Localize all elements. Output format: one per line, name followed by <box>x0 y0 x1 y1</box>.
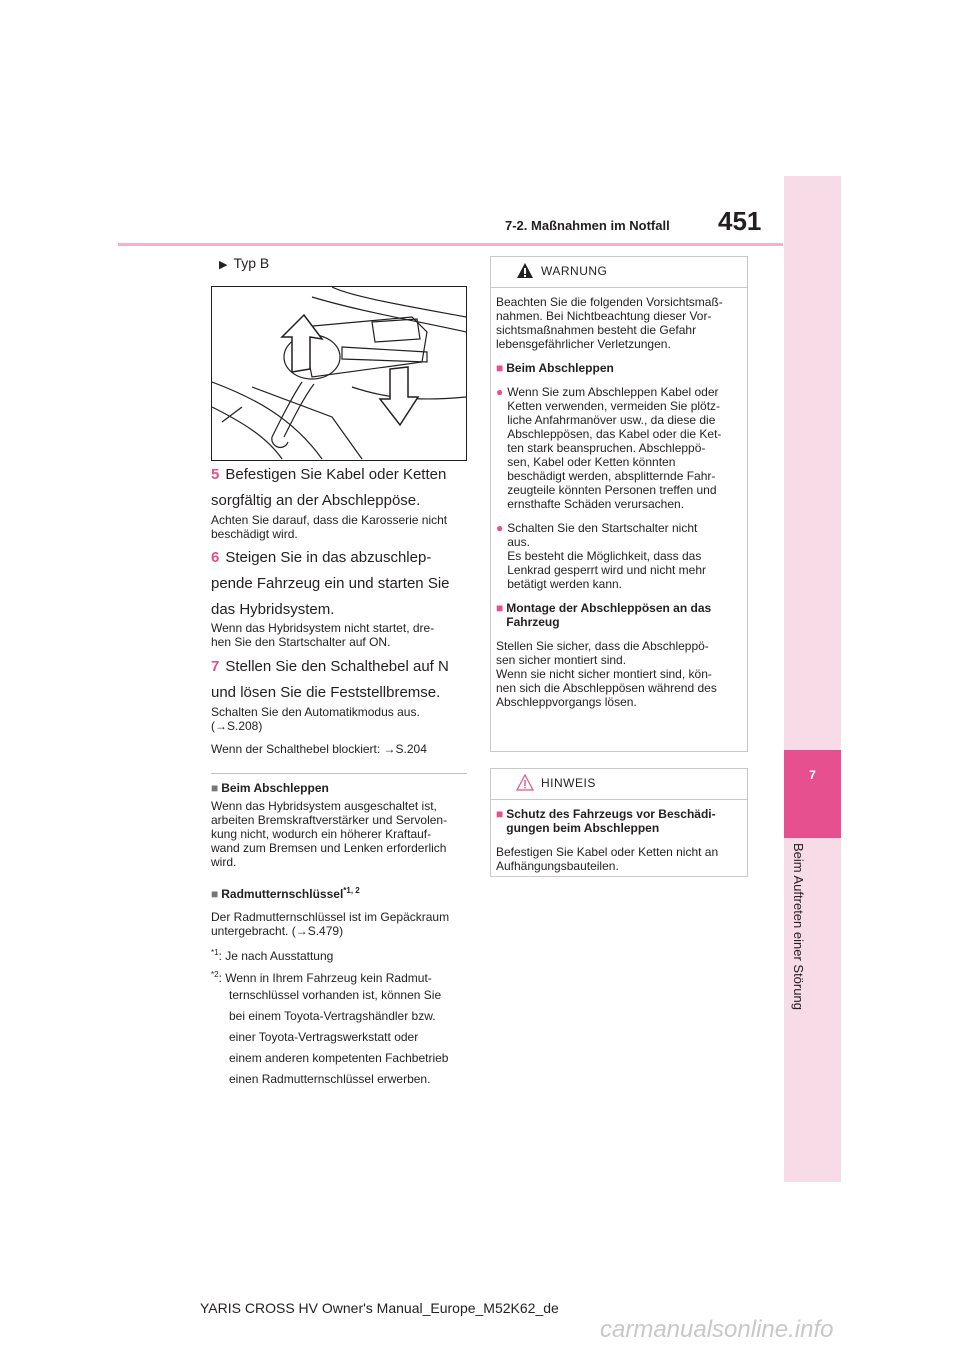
step-7 <box>211 654 467 706</box>
footnote-1-mark: *1 <box>211 948 219 957</box>
tow-text: Wenn das Hybridsystem ausgeschaltet ist, arbeiten Bremskraftverstärker und Servolen- kung nicht, wodurch ein höherer Kraftauf- wand zum Bremsen und Lenken erforderlich wird. <box>211 799 448 869</box>
step-7-note-b: Wenn der Schalthebel blockiert: →S.204 <box>211 742 427 756</box>
warning-bullet-1-text: Wenn Sie zum Abschleppen Kabel oder Ketten verwenden, vermeiden Sie plötz- liche Anfahrmanöver usw., da diese die Abschleppösen, das Kabel oder die Ket- ten stark beanspruchen. Abschleppö- sen, Kabel oder Ketten könnten beschädigt werden, absplitternde Fahr- zeugteile könnten Personen treffen und ernsthafte Schäden verursachen. <box>507 385 722 511</box>
square-bullet-icon: ■ <box>211 887 219 901</box>
step-6-note: Wenn das Hybridsystem nicht startet, dre- hen Sie den Startschalter auf ON. <box>211 621 435 649</box>
notice-body <box>491 800 747 873</box>
square-bullet-icon: ■ <box>496 601 504 615</box>
step-6 <box>211 545 467 623</box>
type-label <box>219 255 269 271</box>
step-7-number: 7 <box>211 658 220 675</box>
warning-box <box>490 256 748 752</box>
warning-heading-1-text: Beim Abschleppen <box>506 361 614 375</box>
dot-bullet-icon: ● <box>496 521 504 535</box>
tow-eye-drawing <box>212 287 466 460</box>
warning-text-2: Stellen Sie sicher, dass die Abschleppö- sen sicher montiert sind. Wenn sie nicht sicher montiert sind, kön- nen sich die Abschleppösen während des Abschleppvorgangs lösen. <box>496 639 717 709</box>
footnote-2-continued: ternschlüssel vorhanden ist, können Sie bei einem Toyota-Vertragshändler bzw. einer Toyota-Vertragswerkstatt oder einem anderen kompetenten Fachbetrieb einen Radmutternschlüssel erwerben. <box>229 988 449 1086</box>
step-5-note: Achten Sie darauf, dass die Karosserie nicht beschädigt wird. <box>211 513 448 541</box>
step-5-number: 5 <box>211 466 220 483</box>
warning-triangle-icon <box>516 262 534 279</box>
warning-bullet-2 <box>496 521 743 591</box>
chapter-number: 7 <box>809 768 816 782</box>
footnote-2-mark: *2 <box>211 970 219 979</box>
warning-title: WARNUNG <box>541 264 608 278</box>
section-title: 7-2. Maßnahmen im Notfall <box>505 218 670 233</box>
warning-heading-2 <box>496 601 743 629</box>
wrench-footnote-ref: *1, 2 <box>343 886 360 895</box>
square-bullet-icon: ■ <box>211 781 219 795</box>
divider <box>211 773 467 774</box>
step-7-note-a: Schalten Sie den Automatikmodus aus. (→S.208) <box>211 705 420 733</box>
step-6-text: Steigen Sie in das abzuschlep- pende Fahrzeug ein und starten Sie das Hybridsystem. <box>211 549 450 618</box>
chapter-number-box <box>784 750 841 838</box>
notice-header <box>491 769 747 800</box>
notice-title: HINWEIS <box>541 776 596 790</box>
step-5 <box>211 462 467 514</box>
watermark: carmanualsonline.info <box>600 1316 834 1343</box>
header-rule <box>118 243 783 246</box>
footnote-1-text: : Je nach Ausstattung <box>218 949 334 963</box>
warning-bullet-1 <box>496 385 743 511</box>
notice-heading-text: Schutz des Fahrzeugs vor Beschädi- gungen beim Abschleppen <box>506 807 716 835</box>
warning-bullet-2-text: Schalten Sie den Startschalter nicht aus. Es besteht die Möglichkeit, dass das Lenkrad gesperrt wird und nicht mehr betätigt werden kann. <box>507 521 707 591</box>
warning-body <box>491 288 747 709</box>
warning-intro: Beachten Sie die folgenden Vorsichtsmaß- nahmen. Bei Nichtbeachtung dieser Vor- sichtsmaßnahmen besteht die Gefahr lebensgefährlicher Verletzungen. <box>496 295 723 351</box>
step-6-number: 6 <box>211 549 220 566</box>
square-bullet-icon: ■ <box>496 361 504 375</box>
footer-text: YARIS CROSS HV Owner's Manual_Europe_M52K62_de <box>200 1300 559 1316</box>
notice-text: Befestigen Sie Kabel oder Ketten nicht an Aufhängungsbauteilen. <box>496 845 719 873</box>
footnote-2-text: : Wenn in Ihrem Fahrzeug kein Radmut- <box>218 971 432 985</box>
triangle-right-icon: ▶ <box>219 259 228 271</box>
tow-heading <box>211 781 467 795</box>
square-bullet-icon: ■ <box>496 807 504 821</box>
wrench-heading-text: Radmutternschlüssel <box>221 887 344 901</box>
warning-header <box>491 257 747 288</box>
warning-heading-2-text: Montage der Abschleppösen an das Fahrzeug <box>506 601 712 629</box>
notice-heading <box>496 807 743 835</box>
tow-heading-text: Beim Abschleppen <box>221 781 329 795</box>
step-5-text: Befestigen Sie Kabel oder Ketten sorgfältig an der Abschleppöse. <box>211 466 447 509</box>
tow-eye-illustration <box>211 286 467 461</box>
dot-bullet-icon: ● <box>496 385 504 399</box>
caution-triangle-icon <box>516 774 534 791</box>
step-7-text: Stellen Sie den Schalthebel auf N und lösen Sie die Feststellbremse. <box>211 658 449 701</box>
wrench-text: Der Radmutternschlüssel ist im Gepäckraum untergebracht. (→S.479) <box>211 910 450 938</box>
notice-box <box>490 768 748 877</box>
type-label-text: Typ B <box>233 255 270 271</box>
wrench-heading <box>211 886 467 901</box>
chapter-title: Beim Auftreten einer Störung <box>791 843 806 1010</box>
warning-heading-1 <box>496 361 743 375</box>
page-number: 451 <box>718 206 762 236</box>
